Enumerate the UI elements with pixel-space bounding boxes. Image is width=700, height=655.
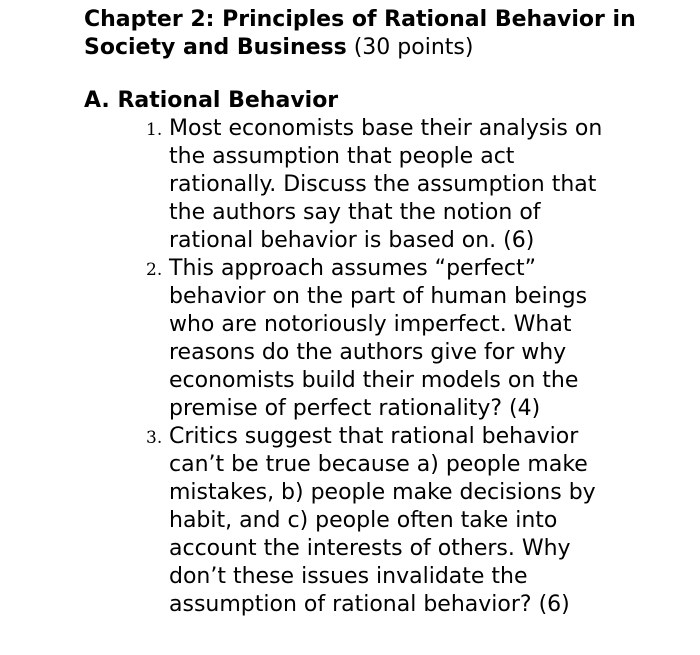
question-number: 3. — [146, 428, 163, 448]
question-number: 2. — [146, 260, 163, 280]
question-item — [84, 255, 609, 423]
question-text: Most economists base their analysis on the assumption that people act rationally. Discuss the assumption that the authors say that the notion of rational behavior is based on. (6) — [169, 116, 603, 253]
chapter-points: (30 points) — [346, 35, 474, 60]
question-text: This approach assumes “perfect” behavior on the part of human beings who are notoriously imperfect. What reasons do the authors give for why economists build their models on the premise of perfect rationality? (4) — [169, 256, 588, 421]
question-list — [84, 115, 684, 619]
chapter-title-text: Chapter 2: Principles of Rational Behavior in Society and Business — [84, 7, 636, 60]
question-text: Critics suggest that rational behavior can’t be true because a) people make mistakes, b) people make decisions by habit, and c) people often take into account the interests of others. Why don’t these issues invalidate the assumption of rational behavior? (6) — [169, 424, 596, 617]
section-heading: A. Rational Behavior — [84, 88, 339, 113]
document-body — [84, 6, 684, 619]
chapter-title — [84, 6, 684, 62]
question-item — [84, 423, 609, 619]
question-number: 1. — [146, 120, 163, 140]
question-item — [84, 115, 609, 255]
